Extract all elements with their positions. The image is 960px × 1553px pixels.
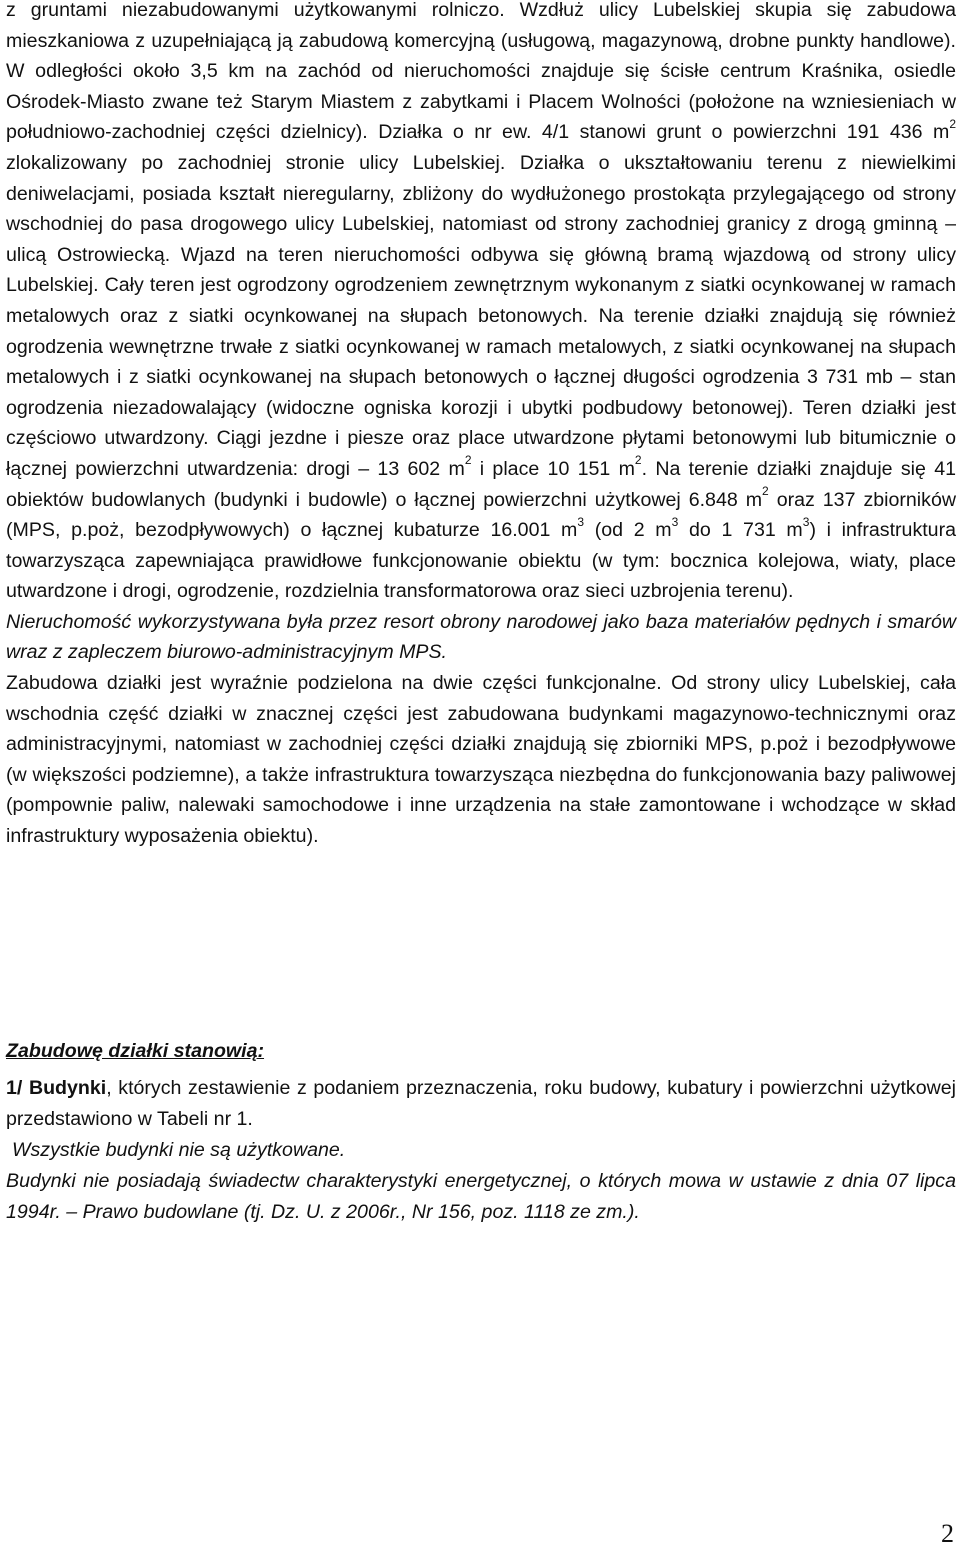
parcel-text-f: (od 2 m [584, 519, 672, 542]
list-item-title: Budynki [28, 1077, 107, 1099]
parcel-text-h: ) i infrastruktura towarzysząca zapewniająca prawidłowe funkcjonowanie obiektu (w tym: bocznica kolejowa, wiaty, place utwardzone i drogi, ogrodzenie, rozdzielnia transformatorowa oraz sieci uzbrojenia terenu). [6, 519, 957, 603]
page-number: 2 [941, 1519, 954, 1548]
list-item-buildings [6, 1073, 956, 1134]
superscript: 3 [577, 514, 585, 529]
superscript: 2 [949, 116, 957, 131]
list-item-text: , których zestawienie z podaniem przeznaczenia, roku budowy, kubatury i powierzchni użytkowej przedstawiono w Tabeli nr 1. [6, 1077, 956, 1130]
note-energy-certificates: Budynki nie posiadają świadectw charakterystyki energetycznej, o których mowa w ustawie z dnia 07 lipca 1994r. – Prawo budowlane (tj. Dz. U. z 2006r., Nr 156, poz. 1118 ze zm.). [6, 1170, 956, 1223]
superscript: 2 [464, 453, 472, 468]
parcel-text-b: zlokalizowany po zachodniej stronie ulicy Lubelskiej. Działka o ukształtowaniu terenu z niewielkimi deniwelacjami, posiada kształt nieregularny, zbliżony do wydłużonego prostokąta przylegającego od strony wschodniej do pasa drogowego ulicy Lubelskiej, natomiast od strony zachodniej granicy z drogą gminną – ulicą Ostrowiecką. Wjazd na teren nieruchomości odbywa się główną bramą wjazdową od strony ulicy Lubelskiej. Cały teren jest ogrodzony ogrodzeniem zewnętrznym wykonanym z siatki ocynkowanej w ramach metalowych oraz z siatki ocynkowanej na słupach betonowych. Na terenie działki znajdują się również ogrodzenia wewnętrzne trwałe z siatki ocynkowanej w ramach metalowych, z siatki ocynkowanej na słupach metalowych i z siatki ocynkowanej na słupach betonowych o łącznej długości ogrodzenia 3 731 mb – stan ogrodzenia niezadowalający (widoczne ogniska korozji i ubytki podbudowy betonowej). Teren działki jest częściowo utwardzony. Ciągi jezdne i piesze oraz place utwardzone płytami betonowymi lub bitumicznie o łącznej powierzchni utwardzenia: drogi – 13 602 m [6, 151, 956, 480]
parcel-text-e: oraz 137 zbiorników (MPS, p.poż, bezodpływowych) o łącznej kubaturze 16.001 m [6, 488, 957, 542]
parcel-text-g: do 1 731 m [678, 519, 803, 542]
superscript: 2 [762, 483, 769, 498]
section-heading: Zabudowę działki stanowią: [6, 1040, 265, 1062]
parcel-text-a: Działka o nr ew. 4/1 stanowi grunt o powierzchni 191 436 m [378, 121, 950, 144]
paragraph-location [6, 0, 956, 607]
paragraph-layout: Zabudowa działki jest wyraźnie podzielona na dwie części funkcjonalne. Od strony ulicy Lubelskiej, cała wschodnia część działki w znacznej części jest zabudowana budynkami magazynowo-technicznymi oraz administracyjnymi, natomiast w zachodniej części działki znajdują się zbiorniki MPS, p.poż i bezodpływowe (w większości podziemne), a także infrastruktura towarzysząca niezbędna do funkcjonowania bazy paliwowej (pompownie paliw, nalewaki samochodowe i inne urządzenia na stałe zamontowane i wchodzące w skład infrastruktury wyposażenia obiektu). [6, 672, 956, 848]
superscript: 3 [802, 514, 810, 529]
list-number: 1/ [6, 1077, 23, 1099]
superscript: 3 [671, 514, 679, 529]
note-unused: Wszystkie budynki nie są użytkowane. [12, 1139, 346, 1161]
body-text-block [6, 0, 956, 852]
paragraph-location-text: z gruntami niezabudowanymi użytkowanymi rolniczo. Wzdłuż ulicy Lubelskiej skupia się zabudowa mieszkaniowa z uzupełniającą ją zabudową komercyjną (usługową, magazynową, drobne punkty handlowe). W odległości około 3,5 km na zachód od nieruchomości znajduje się ścisłe centrum Kraśnika, osiedle Ośrodek-Miasto zwane też Starym Miastem z zabytkami i Placem Wolności (położone na wzniesieniach w południowo-zachodniej części dzielnicy). [6, 0, 956, 144]
parcel-text-c: i place 10 151 m [471, 457, 635, 480]
superscript: 2 [634, 453, 642, 468]
parcel-text-d: . Na terenie działki znajduje się 41 obiektów budowlanych (budynki i budowle) o łącznej powierzchni użytkowej 6.848 m [6, 457, 956, 511]
paragraph-usage: Nieruchomość wykorzystywana była przez resort obrony narodowej jako baza materiałów pędnych i smarów wraz z zapleczem biurowo-administracyjnym MPS. [6, 610, 956, 664]
